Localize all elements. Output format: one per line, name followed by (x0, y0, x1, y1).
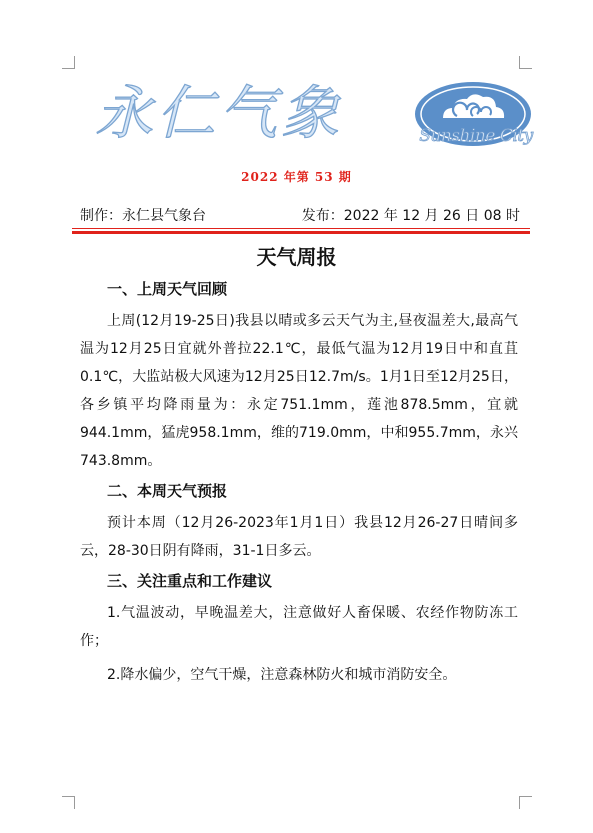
crop-mark-bottom-left (62, 796, 75, 809)
report-body (80, 276, 518, 695)
section-paragraph: 1.气温波动，早晚温差大，注意做好人畜保暖、农经作物防冻工作； (80, 605, 518, 649)
crop-mark-top-right (519, 56, 532, 69)
section-heading: 三、关注重点和工作建议 (107, 572, 273, 590)
issue-number: 2022 年第 53 期 (241, 170, 352, 184)
header-rule-thin (72, 228, 530, 229)
masthead-title: 永仁气象 (95, 79, 344, 147)
section-paragraph: 上周(12月19-25日)我县以晴或多云天气为主,昼夜温差大,最高气温为12月25日宜就外普拉22.1℃，最低气温为12月19日中和直苴0.1℃，大监站极大风速为12月25日12.7m/s。1月1日至12月25日，各乡镇平均降雨量为：永定751.1mm，莲池878.5mm，宜就944.1mm，猛虎958.1mm，维的719.0mm，中和955.7mm，永兴743.8mm。 (80, 313, 518, 469)
producer-label: 制作：永仁县气象台 (80, 208, 206, 224)
crop-mark-bottom-right (519, 796, 532, 809)
section-heading: 一、上周天气回顾 (107, 280, 228, 298)
document-title: 天气周报 (256, 245, 337, 269)
section-paragraph: 预计本周（12月26-2023年1月1日）我县12月26-27日晴间多云，28-30日阴有降雨，31-1日多云。 (80, 515, 518, 559)
section-heading: 二、本周天气预报 (107, 482, 228, 500)
section-paragraph: 2.降水偏少，空气干燥，注意森林防火和城市消防安全。 (107, 667, 457, 683)
header-rule-thick (72, 231, 530, 234)
crop-mark-top-left (62, 56, 75, 69)
publish-time: 发布：2022 年 12 月 26 日 08 时 (301, 208, 520, 224)
logo-text: Sunshine City (419, 126, 533, 146)
